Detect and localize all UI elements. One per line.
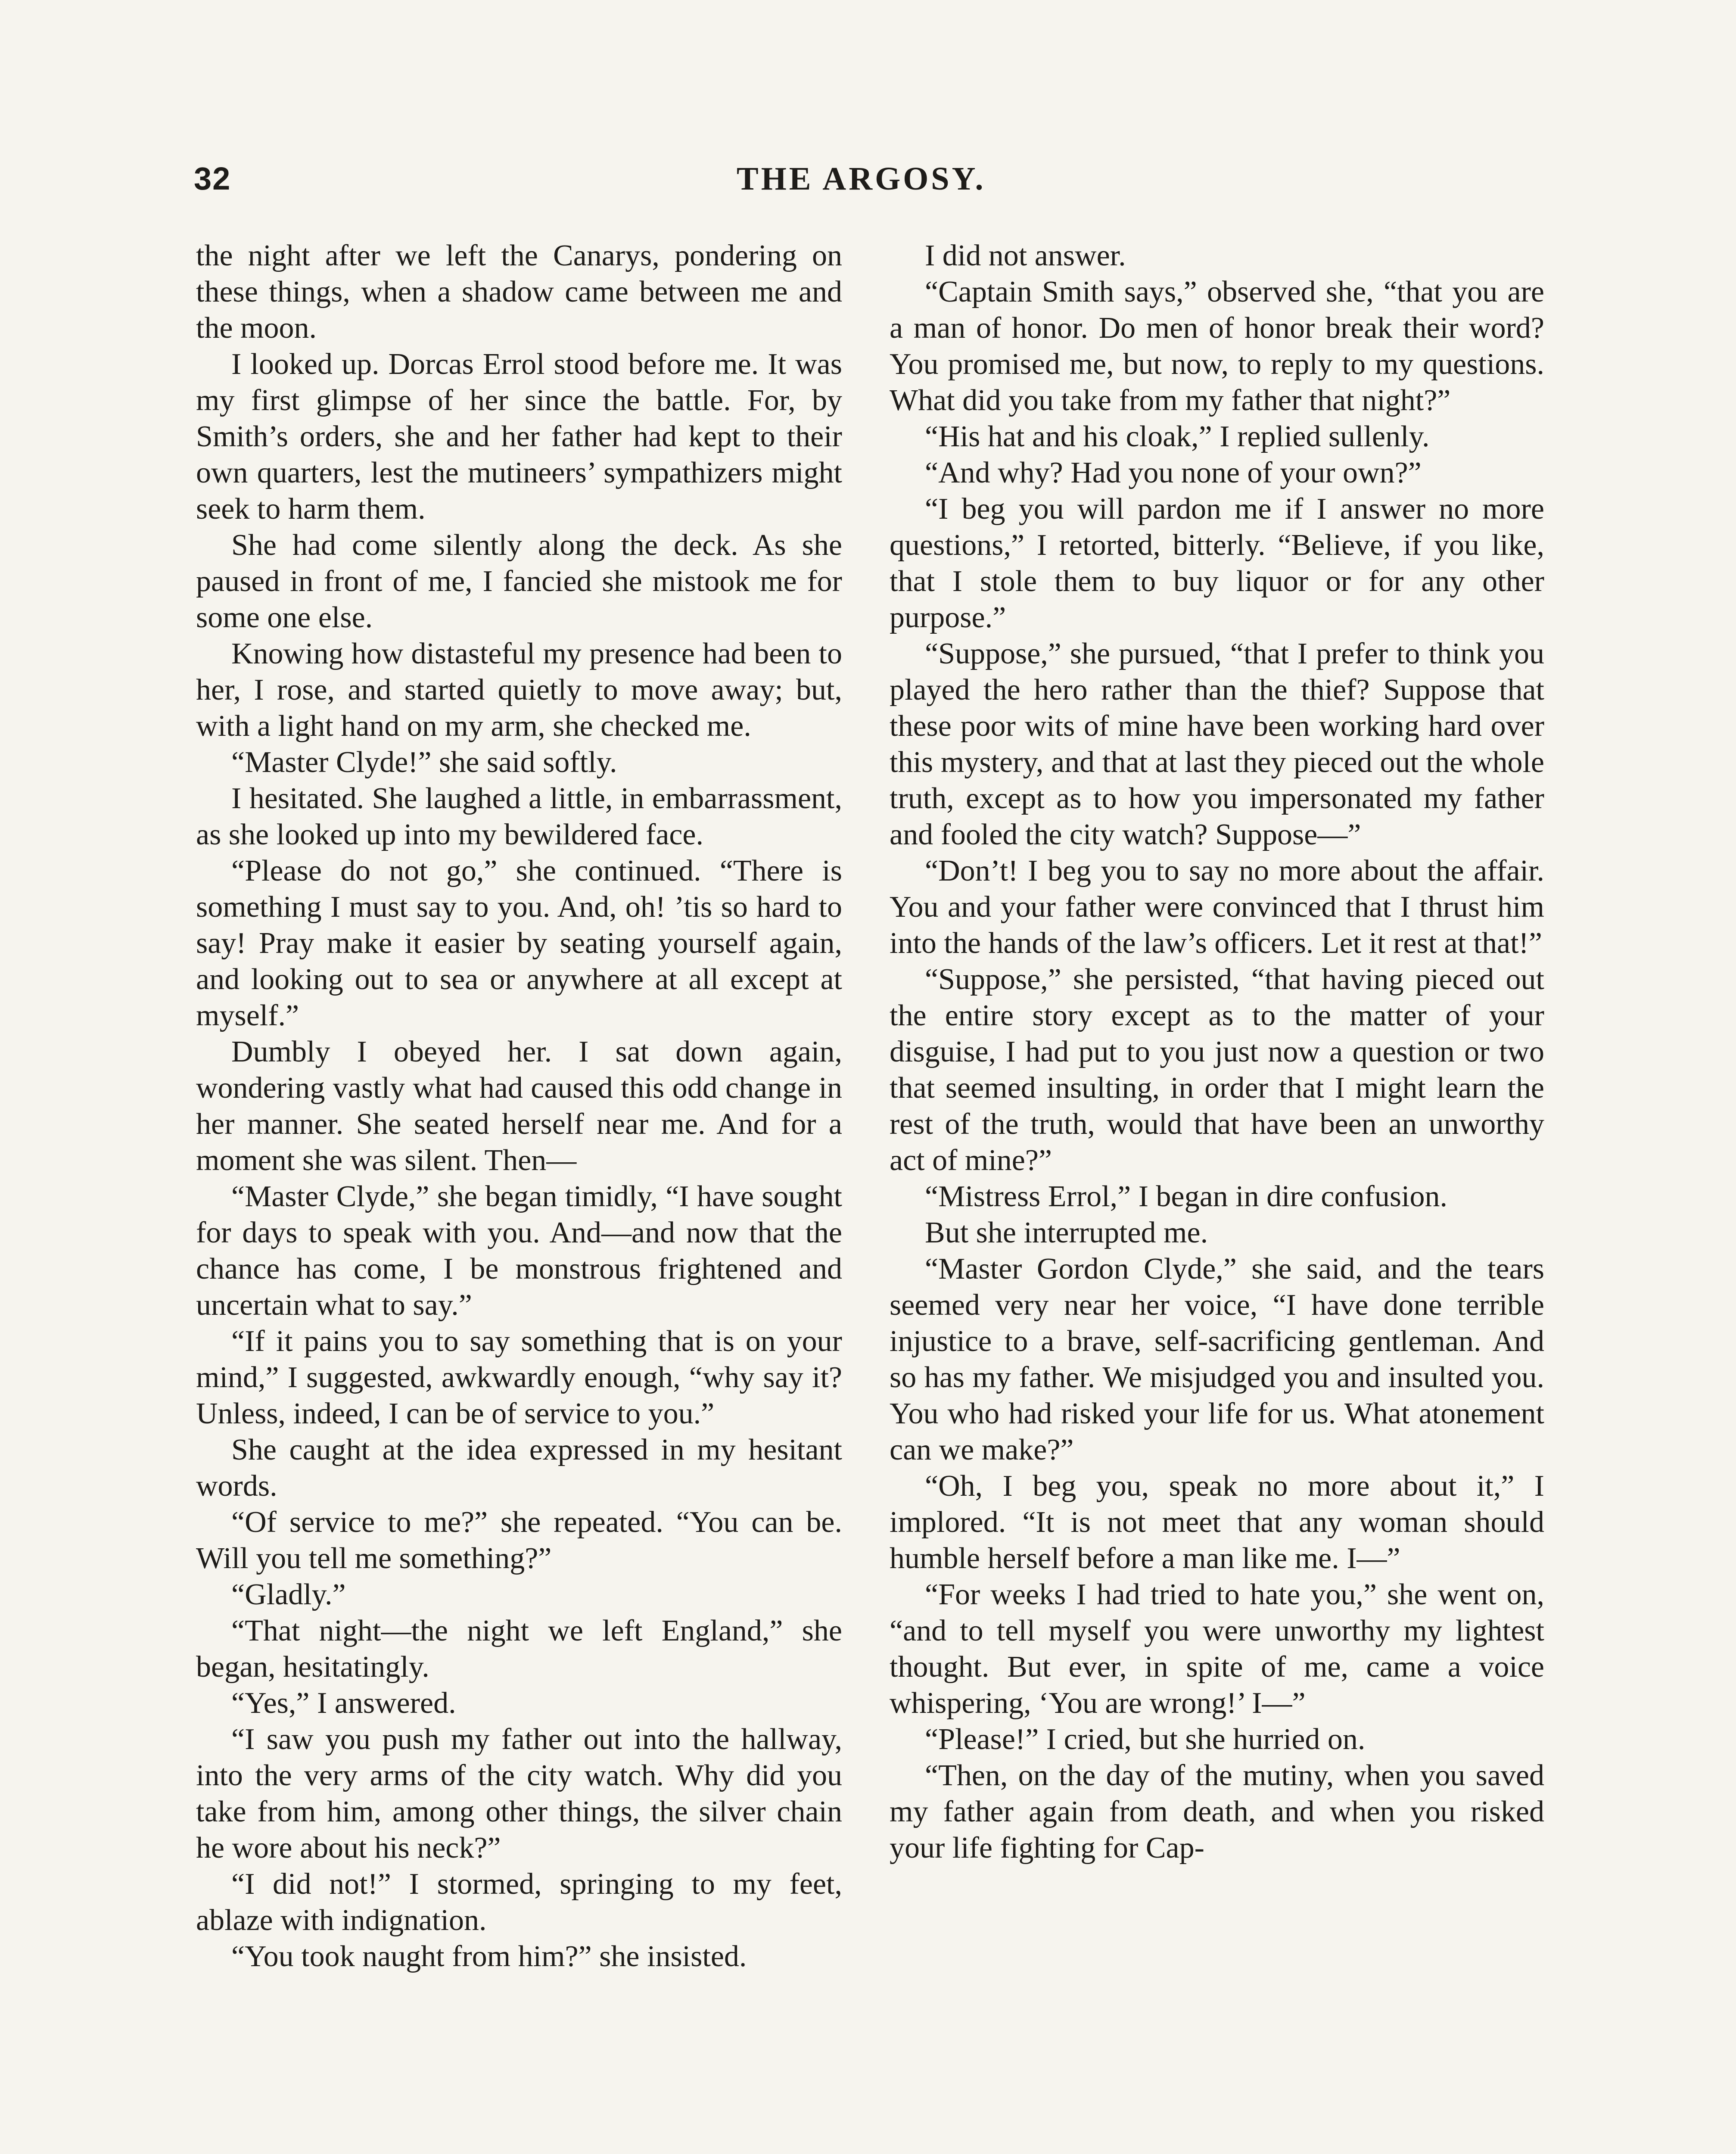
paragraph: “Yes,” I answered. — [231, 1687, 456, 1720]
paragraph: “Master Gordon Clyde,” she said, and the tears seemed very near her voice, “I have done terrible injustice to a brave, self-sacrificing gentleman. And so has my father. We misjudged you and insulted you. You who had risked your life for us. What atonement can we make?” — [890, 1252, 1544, 1466]
paragraph: “Mistress Errol,” I began in dire confusion. — [925, 1180, 1448, 1213]
page-header — [194, 160, 1727, 208]
paragraph: “Master Clyde,” she began timidly, “I have sought for days to speak with you. And—and now that the chance has come, I be monstrous frightened and uncertain what to say.” — [196, 1180, 842, 1322]
paragraph: “You took naught from him?” she insisted. — [231, 1940, 747, 1973]
paragraph: the night after we left the Canarys, pondering on these things, when a shadow came between me and the moon. — [196, 239, 842, 345]
paragraph: “And why? Had you none of your own?” — [925, 456, 1422, 489]
left-column — [196, 238, 842, 1975]
right-column — [890, 238, 1544, 1866]
paragraph: “Of service to me?” she repeated. “You can be. Will you tell me something?” — [196, 1506, 842, 1575]
paragraph: “That night—the night we left England,” she began, hesitatingly. — [196, 1614, 842, 1684]
paragraph: “Master Clyde!” she said softly. — [231, 746, 617, 779]
paragraph: “Then, on the day of the mutiny, when you saved my father again from death, and when you risked your life fighting for Cap- — [890, 1759, 1544, 1865]
paragraph: “Suppose,” she persisted, “that having pieced out the entire story except as to the matter of your disguise, I had put to you just now a question or two that seemed insulting, in order that I might learn the rest of the truth, would that have been an unworthy act of mine?” — [890, 963, 1544, 1177]
paragraph: I looked up. Dorcas Errol stood before me. It was my first glimpse of her since the battle. For, by Smith’s orders, she and her father had kept to their own quarters, lest the mutineers’ sympathizers might seek to harm them. — [196, 348, 842, 526]
magazine-title: THE ARGOSY. — [737, 161, 986, 197]
paragraph: “His hat and his cloak,” I replied sullenly. — [925, 420, 1430, 453]
paragraph: “I did not!” I stormed, springing to my feet, ablaze with indignation. — [196, 1868, 842, 1937]
paragraph: Dumbly I obeyed her. I sat down again, wondering vastly what had caused this odd change in her manner. She seated herself near me. And for a moment she was silent. Then— — [196, 1035, 842, 1177]
paragraph: “I saw you push my father out into the hallway, into the very arms of the city watch. Why did you take from him, among other things, the silver chain he wore about his neck?” — [196, 1723, 842, 1865]
paragraph: “Suppose,” she pursued, “that I prefer to think you played the hero rather than the thief? Suppose that these poor wits of mine have been working hard over this mystery, and that at last they pieced out the whole truth, except as to how you impersonated my father and fooled the city watch? Suppose—” — [890, 637, 1544, 851]
paragraph: “Captain Smith says,” observed she, “that you are a man of honor. Do men of honor break their word? You promised me, but now, to reply to my questions. What did you take from my father that night?” — [890, 275, 1544, 417]
paragraph: “Gladly.” — [231, 1578, 346, 1611]
paragraph: “Oh, I beg you, speak no more about it,” I implored. “It is not meet that any woman should humble herself before a man like me. I—” — [890, 1469, 1544, 1575]
paragraph: Knowing how distasteful my presence had been to her, I rose, and started quietly to move away; but, with a light hand on my arm, she checked me. — [196, 637, 842, 743]
page-number: 32 — [194, 161, 231, 196]
paragraph: I hesitated. She laughed a little, in embarrassment, as she looked up into my bewildered face. — [196, 782, 842, 851]
paragraph: “For weeks I had tried to hate you,” she went on, “and to tell myself you were unworthy my lightest thought. But ever, in spite of me, came a voice whispering, ‘You are wrong!’ I—” — [890, 1578, 1544, 1720]
paragraph: But she interrupted me. — [925, 1216, 1208, 1249]
paragraph: “Please do not go,” she continued. “There is something I must say to you. And, oh! ’tis so hard to say! Pray make it easier by seating yourself again, and looking out to sea or anywhere at all except at myself.” — [196, 854, 842, 1032]
paragraph: “I beg you will pardon me if I answer no more questions,” I retorted, bitterly. “Believe, if you like, that I stole them to buy liquor or for any other purpose.” — [890, 492, 1544, 634]
paragraph: I did not answer. — [925, 239, 1126, 272]
paragraph: “Don’t! I beg you to say no more about the affair. You and your father were convinced that I thrust him into the hands of the law’s officers. Let it rest at that!” — [890, 854, 1544, 960]
paragraph: “If it pains you to say something that is on your mind,” I suggested, awkwardly enough, “why say it? Unless, indeed, I can be of service to you.” — [196, 1325, 842, 1430]
paragraph: She caught at the idea expressed in my hesitant words. — [196, 1433, 842, 1503]
paragraph: “Please!” I cried, but she hurried on. — [925, 1723, 1366, 1756]
paragraph: She had come silently along the deck. As she paused in front of me, I fancied she mistook me for some one else. — [196, 529, 842, 634]
